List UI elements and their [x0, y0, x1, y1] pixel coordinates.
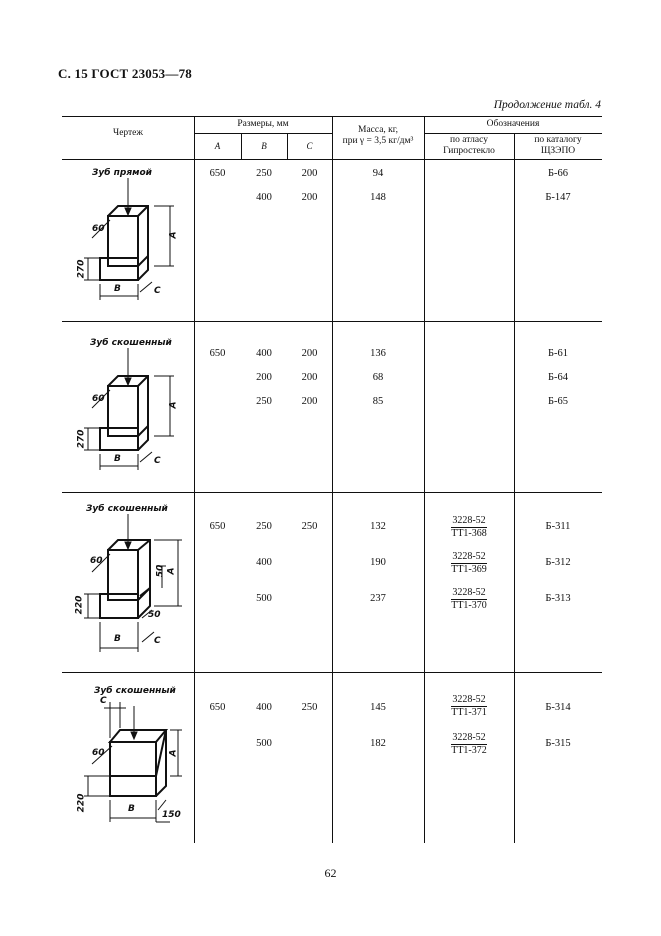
cell-mass: 148: [370, 192, 386, 203]
atlas-number: 3228-52: [452, 587, 486, 598]
page-number: 62: [324, 866, 337, 880]
dim-label: A: [168, 231, 179, 239]
header-mass-line2: при γ = 3,5 кг/дм³: [342, 136, 414, 146]
header-catalog-line1: по каталогу: [534, 135, 582, 145]
dim-label: 150: [162, 810, 181, 820]
cell-b: 250: [256, 521, 272, 532]
dim-label: B: [114, 454, 121, 464]
header-col-a: A: [214, 141, 221, 151]
cell-mass: 136: [370, 348, 386, 359]
dim-label: B: [128, 804, 135, 814]
dim-label: A: [166, 567, 177, 575]
cell-a: 650: [209, 348, 226, 359]
header-atlas-line2: Гипростекло: [443, 146, 495, 156]
cell-mass: 182: [370, 738, 386, 749]
drawing-straight-tooth: [70, 168, 190, 318]
cell-catalog: Б-315: [545, 738, 571, 749]
drawing-title: Зуб прямой: [92, 168, 152, 178]
cell-catalog: Б-312: [545, 557, 571, 568]
dim-label: 60: [90, 556, 103, 566]
atlas-number: 3228-52: [452, 551, 486, 562]
dim-label: B: [114, 634, 121, 644]
drawing-beveled-tooth: [70, 338, 190, 488]
atlas-sheet: ТТ1-368: [451, 528, 487, 539]
cell-b: 400: [256, 348, 272, 359]
header-catalog-line2: ЩЗЭПО: [540, 146, 576, 156]
header-atlas-line1: по атласу: [450, 135, 488, 145]
table-continuation-note: Продолжение табл. 4: [493, 99, 601, 111]
cell-c: 200: [301, 348, 318, 359]
atlas-designation: [424, 551, 514, 576]
atlas-sheet: ТТ1-372: [451, 745, 487, 756]
atlas-number: 3228-52: [452, 515, 486, 526]
dim-label: C: [154, 456, 161, 466]
cell-a: 650: [209, 168, 226, 179]
table-4-continuation: [62, 116, 602, 843]
cell-a: 650: [209, 521, 226, 532]
dim-label: C: [154, 286, 161, 296]
header-col-b: B: [261, 141, 267, 151]
cell-c: 250: [301, 521, 318, 532]
drawing-beveled-tooth: [70, 686, 194, 841]
cell-catalog: Б-66: [547, 168, 569, 179]
dim-label: A: [168, 401, 179, 409]
header-atlas: [424, 135, 514, 157]
cell-b: 250: [256, 168, 272, 179]
cell-b: 400: [256, 557, 272, 568]
atlas-number: 3228-52: [452, 732, 486, 743]
header-designations: Обозначения: [486, 119, 540, 129]
dim-label: 50: [148, 610, 161, 620]
atlas-designation: [424, 732, 514, 757]
dim-label: 60: [92, 748, 105, 758]
header-sizes: Размеры, мм: [237, 119, 289, 129]
drawing-title: Зуб скошенный: [90, 338, 172, 348]
header-mass-line1: Масса, кг,: [358, 125, 398, 135]
dim-label: 220: [74, 595, 85, 615]
header-drawing: Чертеж: [113, 128, 143, 138]
cell-mass: 145: [370, 702, 386, 713]
cell-b: 400: [256, 702, 272, 713]
drawing-title: Зуб скошенный: [94, 686, 176, 696]
atlas-sheet: ТТ1-371: [451, 707, 487, 718]
cell-catalog: Б-147: [545, 192, 571, 203]
cell-b: 400: [256, 192, 272, 203]
straight-tooth-sketch: [70, 168, 190, 318]
cell-mass: 190: [370, 557, 386, 568]
atlas-designation: [424, 587, 514, 612]
beveled-tooth-sketch: [70, 338, 190, 488]
cell-mass: 85: [372, 396, 384, 407]
beveled-tooth-sketch: [70, 504, 194, 669]
cell-mass: 94: [372, 168, 384, 179]
atlas-sheet: ТТ1-370: [451, 600, 487, 611]
dim-label: 270: [76, 259, 87, 279]
cell-mass: 68: [372, 372, 384, 383]
cell-catalog: Б-64: [547, 372, 569, 383]
cell-catalog: Б-313: [545, 593, 571, 604]
cell-catalog: Б-314: [545, 702, 571, 713]
atlas-designation: [424, 515, 514, 540]
dim-label: B: [114, 284, 121, 294]
cell-mass: 132: [370, 521, 386, 532]
dim-label: C: [154, 636, 161, 646]
dim-label: C: [100, 696, 107, 706]
cell-catalog: Б-61: [547, 348, 569, 359]
cell-c: 250: [301, 702, 318, 713]
dim-label: 270: [76, 429, 87, 449]
drawing-title: Зуб скошенный: [86, 504, 168, 514]
cell-b: 250: [256, 396, 272, 407]
cell-c: 200: [301, 168, 318, 179]
drawing-beveled-tooth: [70, 504, 194, 669]
cell-c: 200: [301, 396, 318, 407]
atlas-designation: [424, 694, 514, 719]
cell-catalog: Б-65: [547, 396, 569, 407]
atlas-number: 3228-52: [452, 694, 486, 705]
header-catalog: [514, 135, 602, 157]
cell-c: 200: [301, 372, 318, 383]
cell-b: 200: [256, 372, 272, 383]
dim-label: A: [168, 749, 179, 757]
atlas-sheet: ТТ1-369: [451, 564, 487, 575]
cell-catalog: Б-311: [545, 521, 571, 532]
cell-b: 500: [256, 738, 272, 749]
dim-label: 220: [76, 793, 87, 813]
dim-label: 50: [155, 564, 166, 578]
cell-c: 200: [301, 192, 318, 203]
cell-mass: 237: [370, 593, 386, 604]
cell-a: 650: [209, 702, 226, 713]
page-header: С. 15 ГОСТ 23053—78: [58, 66, 192, 81]
dim-label: 60: [92, 224, 105, 234]
header-col-c: C: [306, 141, 313, 151]
dim-label: 60: [92, 394, 105, 404]
header-mass: [332, 125, 424, 147]
cell-b: 500: [256, 593, 272, 604]
